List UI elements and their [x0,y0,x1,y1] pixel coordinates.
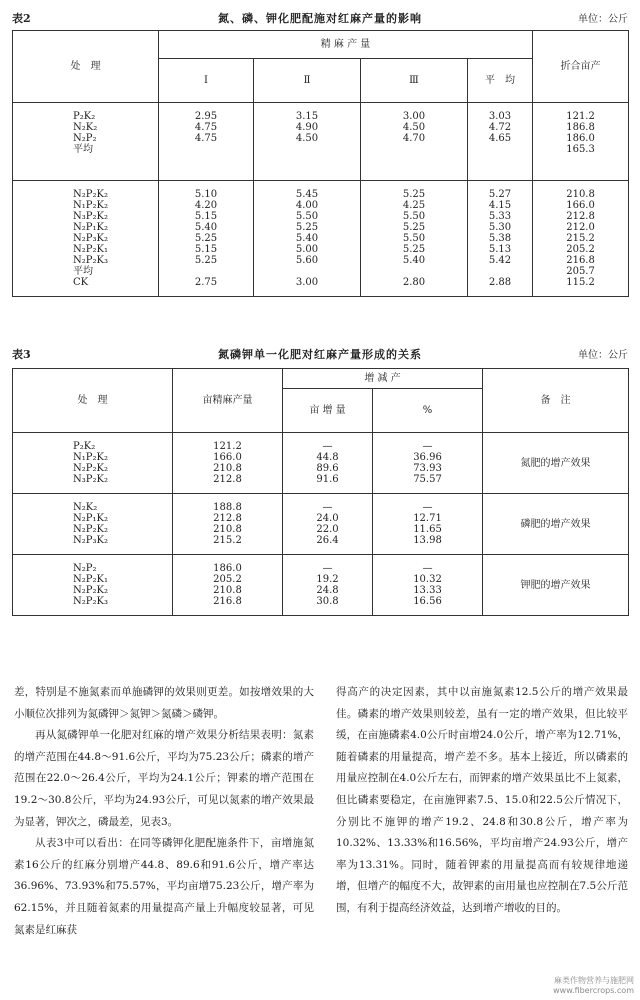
body-text-right-column [336,682,628,920]
table2-mu-value: 212.8 [566,211,595,222]
table3-mu-value: 212.8 [213,474,242,485]
table3-title: 氮磷钾单一化肥对红麻产量形成的关系 [218,348,422,361]
table2-mu-value-cell [533,181,629,297]
table3-amount-value: 91.6 [316,474,339,485]
table2-avg-value [471,266,529,277]
table2-rep2-value: 3.15 [295,111,319,122]
table2-avg-value-cell [468,103,533,181]
table3-percent-value-cell [373,555,483,616]
table3-header-note: 备 注 [483,369,629,433]
table3-amount-value: 24.8 [316,585,339,596]
watermark-line2: www.fibercrops.com [553,986,634,995]
table2-rep2-value: 5.40 [295,233,319,244]
table3-treatment-cell [13,433,173,494]
table2-mu-value-cell [533,103,629,181]
table3-amount-value: 44.8 [316,452,339,463]
table3-note-cell [483,494,629,555]
table3-treatment: N₂K₂ [73,502,98,513]
table3-header-increase: 增 减 产 [283,369,483,389]
table3-amount-value-cell [283,494,373,555]
table2-header-rep1: Ⅰ [159,59,254,103]
table3-mu-value: 166.0 [213,452,242,463]
table2-rep1-value: 2.75 [194,277,218,288]
table3-percent-value: 16.56 [413,596,442,607]
table2-rep3-value: 5.50 [402,233,426,244]
table2-rep2-value: 5.25 [295,222,319,233]
table3-row-group [13,494,629,555]
table3-amount-value: — [322,502,333,513]
table2-rep1-value: 5.15 [194,244,218,255]
table2-avg-value: 5.38 [488,233,512,244]
table2-rep2-value-cell [254,181,361,297]
table2-treatment: N₂P₂ [73,133,97,144]
table2-rep2-value [257,266,357,277]
table2-rep3-value: 4.70 [402,133,426,144]
table2-mu-value: 166.0 [566,200,595,211]
watermark-line1: 麻类作物营养与施肥网 [554,976,634,985]
table3-percent-value: 36.96 [413,452,442,463]
table2-avg-value: 5.30 [488,222,512,233]
table3-amount-value-cell [283,555,373,616]
table2-rep3-value-cell [361,181,468,297]
table2-mu-value: 165.3 [566,144,595,155]
table3-note-cell [483,433,629,494]
table2-mu-value: 186.8 [566,122,595,133]
table3-header [12,344,628,362]
table2-rep1-value [162,266,250,277]
table3-treatment: P₂K₂ [73,441,96,452]
table3-percent-value: — [422,441,433,452]
table3-percent-value: 13.98 [413,535,442,546]
table2-rep2-value-cell [254,103,361,181]
table2-rep1-value: 5.15 [194,211,218,222]
table3-percent-value-cell [373,494,483,555]
table2-header-rep2: Ⅱ [254,59,361,103]
table2-header-yield: 精 麻 产 量 [159,31,533,59]
paragraph: 差，特别是不施氮素而单施磷钾的效果则更差。如按增效果的大小顺位次排列为氮磷钾＞氮钾＞氮磷＞磷钾。 [14,686,314,720]
table3-treatment: N₂P₂K₂ [73,524,108,535]
table3-mu-value-cell [173,433,283,494]
table2-avg-value: 4.72 [488,122,512,133]
table2-rep1-value-cell [159,103,254,181]
table2-rep3-value: 3.00 [402,111,426,122]
table3-percent-value: 11.65 [413,524,442,535]
table3-mu-value-cell [173,555,283,616]
table2-treatment: N₂K₂ [73,122,98,133]
table3-treatment-cell [13,555,173,616]
table3-treatment: N₃P₂K₂ [73,474,108,485]
table2-rep1-value-cell [159,181,254,297]
table2-header-avg: 平 均 [468,59,533,103]
table2-rep1-value: 4.20 [194,200,218,211]
table3-percent-value: 73.93 [413,463,442,474]
table3-mu-value: 205.2 [213,574,242,585]
table2-id: 表2 [12,12,31,25]
table2-treatment: N₂P₂K₃ [73,255,108,266]
table2-rep3-value [364,144,464,155]
table2-unit: 单位：公斤 [578,14,628,25]
table3-mu-value-cell [173,494,283,555]
table3-amount-value: — [322,563,333,574]
table2-mu-value: 216.8 [566,255,595,266]
table3-mu-value: 210.8 [213,524,242,535]
table2-treatment: 平均 [73,144,93,155]
table3-percent-value: — [422,563,433,574]
table3-mu-value: 212.8 [213,513,242,524]
table2-header [12,8,628,26]
body-text-left-column [14,682,314,941]
table3-unit: 单位：公斤 [578,350,628,361]
table2-treatment: N₂P₁K₂ [73,222,108,233]
table2-rep3-value: 5.25 [402,222,426,233]
table3-note-cell [483,555,629,616]
table2-mu-value: 121.2 [566,111,595,122]
table3-treatment: N₂P₂K₁ [73,574,108,585]
table3-percent-value: 75.57 [413,474,442,485]
table2-rep1-value [162,144,250,155]
table2-treatment: 平均 [73,266,93,277]
table2-rep2-value [257,144,357,155]
table3-treatment: N₂P₁K₂ [73,513,108,524]
table2-avg-value: 3.03 [488,111,512,122]
table3-note: 磷肥的增产效果 [520,518,591,530]
table3-mu-value: 216.8 [213,596,242,607]
table2-rep2-value: 5.00 [295,244,319,255]
table2-avg-value: 4.15 [488,200,512,211]
table2-avg-value: 2.88 [488,277,512,288]
table2-title: 氮、磷、钾化肥配施对红麻产量的影响 [218,12,422,25]
table2-rep3-value: 5.50 [402,211,426,222]
table2-avg-value: 5.42 [488,255,512,266]
table2-rep3-value: 5.25 [402,244,426,255]
table2-rep3-value: 4.25 [402,200,426,211]
table2-treatment: N₃P₂K₂ [73,211,108,222]
table2-treatment: P₂K₂ [73,111,96,122]
table3-amount-value: 89.6 [316,463,339,474]
table3-mu-value: 121.2 [213,441,242,452]
table3-amount-value: 19.2 [316,574,339,585]
table3-treatment: N₂P₂K₂ [73,463,108,474]
table3-amount-value: — [322,441,333,452]
table2-mu-value: 115.2 [566,277,595,288]
table2-avg-value: 5.33 [488,211,512,222]
table3-percent-value: 12.71 [413,513,442,524]
table2-treatment: N₂P₂K₁ [73,244,108,255]
table2-rep2-value: 5.45 [295,189,319,200]
table2-treatment: CK [73,277,89,288]
table3-treatment: N₂P₂K₂ [73,585,108,596]
table2-rep3-value: 4.50 [402,122,426,133]
table2-treatment: N₁P₂K₂ [73,200,108,211]
table3-mu-value: 215.2 [213,535,242,546]
table3-amount-value: 24.0 [316,513,339,524]
table2-treatment-cell [13,103,159,181]
table2-rep3-value: 5.25 [402,189,426,200]
table2-rep1-value: 4.75 [194,133,218,144]
table3-treatment: N₂P₂ [73,563,97,574]
table2-rep1-value: 5.25 [194,233,218,244]
table2-rep1-value: 5.40 [194,222,218,233]
table2-rep2-value: 4.00 [295,200,319,211]
table3-treatment: N₁P₂K₂ [73,452,108,463]
table3-row-group [13,433,629,494]
table3-mu-value: 186.0 [213,563,242,574]
table3-treatment-cell [13,494,173,555]
table2-header-treatment: 处 理 [13,31,159,103]
table3-mu-value: 210.8 [213,463,242,474]
table2-rep3-value: 5.40 [402,255,426,266]
table3-amount-value: 22.0 [316,524,339,535]
watermark [553,976,634,996]
table2-mu-value: 186.0 [566,133,595,144]
table2-mu-value: 215.2 [566,233,595,244]
table3-percent-value: 10.32 [413,574,442,585]
table3-note: 钾肥的增产效果 [520,579,591,591]
table2 [12,30,629,297]
table3-header-mu: 亩精麻产量 [173,369,283,433]
table2-avg-value: 4.65 [488,133,512,144]
table3-header-treatment: 处 理 [13,369,173,433]
table3-treatment: N₂P₂K₃ [73,596,108,607]
table3-treatment: N₂P₃K₂ [73,535,108,546]
table3-amount-value: 30.8 [316,596,339,607]
table3-percent-value: 13.33 [413,585,442,596]
table2-rep3-value: 2.80 [402,277,426,288]
table3-row-group [13,555,629,616]
table2-treatment-cell [13,181,159,297]
table2-avg-value-cell [468,181,533,297]
table3-header-amount: 亩 增 量 [283,389,373,433]
table2-row-group [13,181,629,297]
table3-amount-value: 26.4 [316,535,339,546]
table2-rep3-value-cell [361,103,468,181]
table2-avg-value: 5.13 [488,244,512,255]
table2-rep1-value: 5.10 [194,189,218,200]
table2-header-rep3: Ⅲ [361,59,468,103]
paragraph: 从表3中可以看出：在同等磷钾化肥配施条件下，亩增施氮素16公斤的红麻分别增产44.8、89.6和91.6公斤，增产率达36.96%、73.93%和75.57%，平均亩增75.23公斤，增产率为62.15%，并且随着氮素的用量提高产量上升幅度较显著，可见氮素是红麻获 [14,837,314,936]
table2-rep1-value: 5.25 [194,255,218,266]
table2-header-mu: 折合亩产 [533,31,629,103]
table2-rep2-value: 5.60 [295,255,319,266]
table2-rep3-value [364,266,464,277]
table2-rep2-value: 4.90 [295,122,319,133]
table3-header-percent: % [373,389,483,433]
table3-mu-value: 210.8 [213,585,242,596]
paragraph: 再从氮磷钾单一化肥对红麻的增产效果分析结果表明：氮素的增产范围在44.8～91.6公斤，平均为75.23公斤；磷素的增产范围在22.0～26.4公斤，平均为24.1公斤；钾素的增产范围在19.2～30.8公斤，平均为24.93公斤，可见以氮素的增产效果最为显著，钾次之，磷最差，见表3。 [14,729,314,828]
paragraph: 得高产的决定因素，其中以亩施氮素12.5公斤的增产效果最佳。磷素的增产效果则较差，虽有一定的增产效果，但比较平缓，在亩施磷素4.0公斤时亩增24.0公斤，增产率为12.71%，随着磷素的用量提高，增产差不多。基本上接近，所以磷素的用量应控制在4.0公斤左右，而钾素的增产效果虽比不上氮素，但比磷素要稳定，在亩施钾素7.5、15.0和22.5公斤情况下，分别比不施钾的增产19.2、24.8和30.8公斤，增产率为10.32%、13.33%和16.56%，平均亩增产24.93公斤，增产率为13.31%。同时，随着钾素的用量提高而有较规律地递增，但增产的幅度不大，故钾素的亩用量也应控制在7.5公斤范围，有利于提高经济效益，达到增产增收的目的。 [336,686,628,914]
table3-note: 氮肥的增产效果 [520,457,591,469]
table3-id: 表3 [12,348,31,361]
table3-amount-value-cell [283,433,373,494]
table2-avg-value [471,144,529,155]
table2-mu-value: 205.7 [566,266,595,277]
table3-percent-value: — [422,502,433,513]
table2-rep2-value: 3.00 [295,277,319,288]
table2-row-group [13,103,629,181]
table2-treatment: N₂P₃K₂ [73,233,108,244]
table2-mu-value: 205.2 [566,244,595,255]
table3-mu-value: 188.8 [213,502,242,513]
table3-percent-value-cell [373,433,483,494]
table2-mu-value: 212.0 [566,222,595,233]
table2-rep2-value: 5.50 [295,211,319,222]
table2-treatment: N₂P₂K₂ [73,189,108,200]
table2-rep2-value: 4.50 [295,133,319,144]
table2-mu-value: 210.8 [566,189,595,200]
table3 [12,368,629,616]
table2-rep1-value: 2.95 [194,111,218,122]
table2-rep1-value: 4.75 [194,122,218,133]
table2-avg-value: 5.27 [488,189,512,200]
